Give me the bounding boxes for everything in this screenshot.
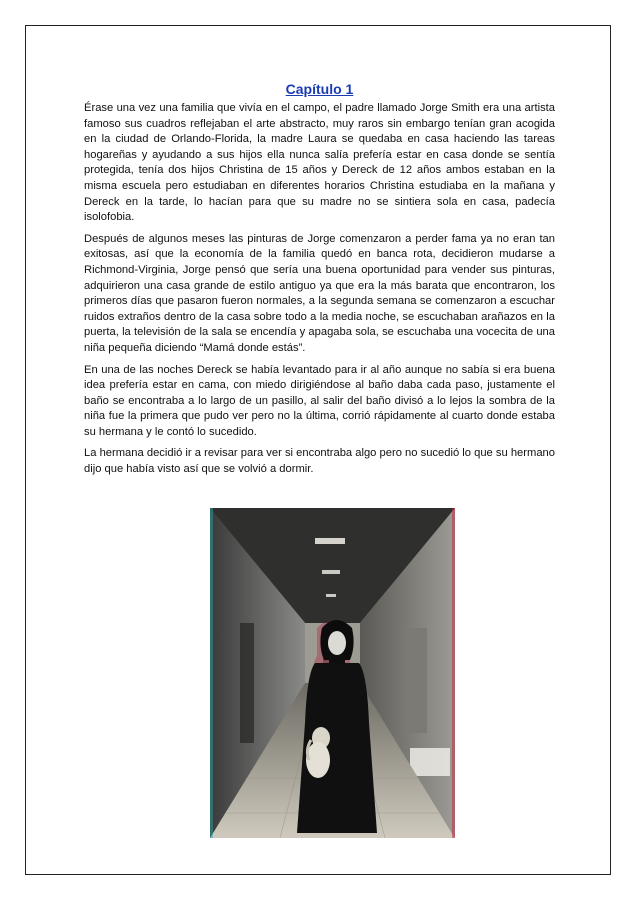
paragraph-2: Después de algunos meses las pinturas de Jorge comenzaron a perder fama ya no eran tan exitosas, así que la economía de la familia quedó en banca rota, decidieron mudarse a Richmond-Virginia, Jorge pensó que sería una buena oportunidad para vender sus pinturas, adquirieron una casa grande de estilo antiguo ya que era la más barata que encontraron, los primeros días que pasaron fueron normales, a la segunda semana se comenzaron a escuchar ruidos extraños dentro de la casa sobre todo a la media noche, se escuchaban arañazos en la puerta, la televisión de la sala se encendía y apagaba sola, se escuchaba una vocecita de una niña pequeña diciendo “Mamá donde estás”. [84, 232, 555, 354]
paragraph-1: Érase una vez una familia que vivía en el campo, el padre llamado Jorge Smith era una artista famoso sus cuadros reflejaban el arte abstracto, muy raros sin embargo tenían gran acogida en la ciudad de Orlando-Florida, la madre Laura se quedaba en casa haciendo las tareas hogareñas y ayudando a sus hijos ella nunca salía prefería estar en casa donde se sentía protegida, tenía dos hijos Christina de 15 años y Dereck de 12 años ambos estaban en la misma escuela pero estudiaban en diferentes horarios Christina estudiaba en la mañana y Dereck en la tarde, lo hacían para que su madre no se sintiera sola en casa, padecía isolofobia. [84, 102, 555, 224]
chapter-body [84, 101, 555, 484]
page-frame [25, 25, 611, 875]
ghost-girl-hallway-image [210, 508, 455, 838]
chapter-title: Capítulo 1 [285, 81, 354, 97]
hallway-illustration [210, 508, 455, 838]
paragraph-4: La hermana decidió ir a revisar para ver si encontraba algo pero no sucedió lo que su hermano dijo que había visto así que se volvió a dormir. [84, 447, 555, 476]
paragraph-3: En una de las noches Dereck se había levantado para ir al año aunque no sabía si era buena idea prefería estar en cama, con miedo dirigiéndose al baño daba cada paso, justamente el baño se encontraba a lo largo de un pasillo, al salir del baño divisó a lo lejos la sombra de la niña fue la primera que pudo ver pero no la última, corrió rápidamente al cuarto donde estaba su hermana y le contó lo sucedido. [84, 363, 555, 438]
